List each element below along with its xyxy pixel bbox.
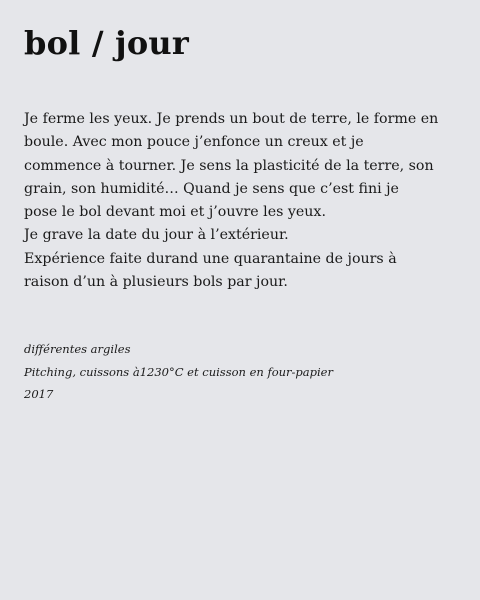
description-line: raison d’un à plusieurs bols par jour. [24,274,288,291]
description-line: Je ferme les yeux. Je prends un bout de terre, le forme en [24,111,439,127]
year-caption: 2017 [24,387,54,401]
description-line: commence à tourner. Je sens la plasticité de la terre, son [24,157,434,174]
technique-caption: Pitching, cuissons à1230°C et cuisson en four-papier [24,364,333,379]
description-text [24,108,464,294]
page-title: bol / jour [24,24,189,62]
description-line: boule. Avec mon pouce j’enfonce un creux et je [24,134,364,151]
material-caption: différentes argiles [24,342,131,356]
description-line: Expérience faite durand une quarantaine de jours à [24,250,397,267]
artwork-details [24,338,464,406]
description-line: grain, son humidité… Quand je sens que c’est fini je [24,180,399,197]
description-line: pose le bol devant moi et j’ouvre les yeux. [24,204,326,221]
description-line: Je grave la date du jour à l’extérieur. [24,227,289,244]
